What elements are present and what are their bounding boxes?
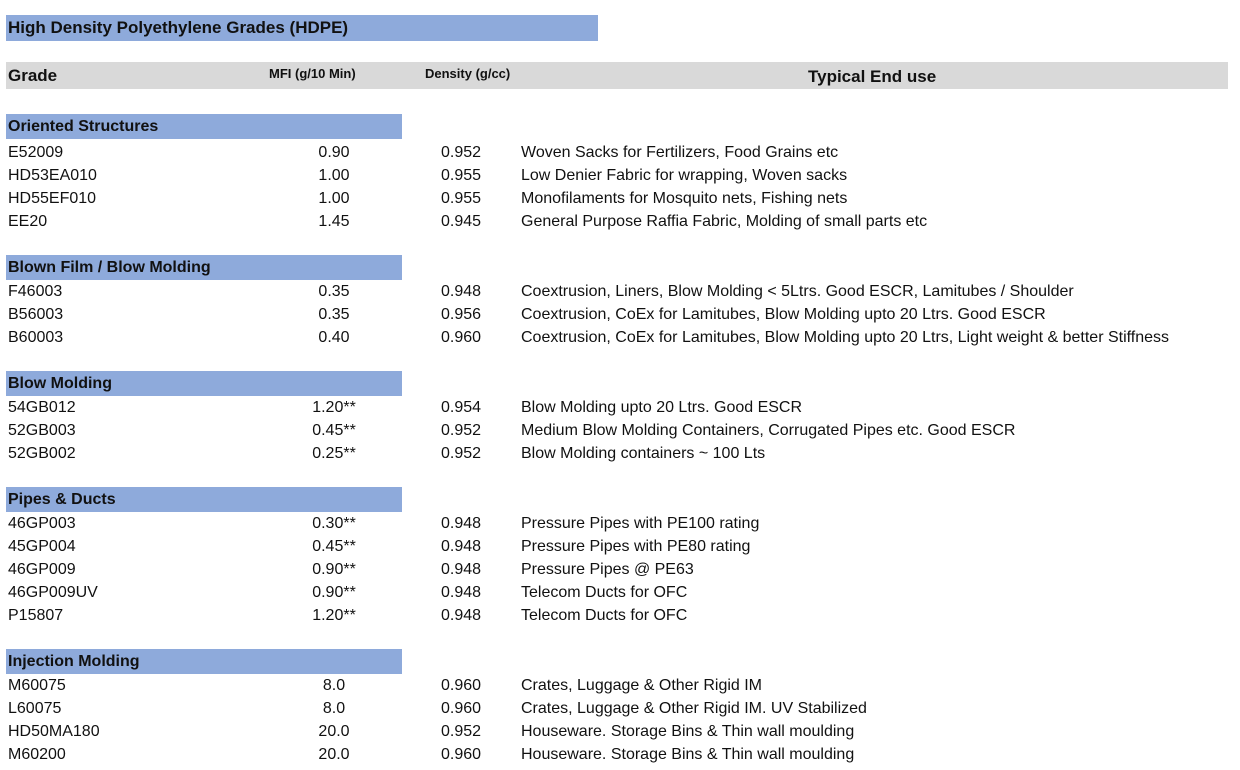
- table-row: [0, 396, 1240, 419]
- end-use-cell: Blow Molding containers ~ 100 Lts: [521, 445, 766, 462]
- table-row: [0, 442, 1240, 465]
- end-use-cell: Pressure Pipes with PE100 rating: [521, 515, 760, 532]
- header-typical-end-use: Typical End use: [808, 67, 937, 86]
- table-row: [0, 303, 1240, 326]
- table-row: [0, 210, 1240, 233]
- table-row: [0, 280, 1240, 303]
- grade-cell: HD50MA180: [8, 723, 100, 740]
- mfi-cell: 0.35: [318, 283, 350, 300]
- header-grade: Grade: [8, 66, 58, 85]
- density-cell: 0.952: [440, 144, 482, 161]
- mfi-cell: 0.35: [318, 306, 350, 323]
- grade-cell: 52GB002: [8, 445, 76, 462]
- mfi-cell: 0.25**: [312, 445, 356, 462]
- table-row: [0, 419, 1240, 442]
- mfi-cell: 8.0: [322, 677, 346, 694]
- grade-cell: 45GP004: [8, 538, 76, 555]
- grade-cell: M60075: [8, 677, 66, 694]
- mfi-cell: 0.90**: [312, 561, 356, 578]
- density-cell: 0.948: [440, 607, 482, 624]
- grade-cell: L60075: [8, 700, 62, 717]
- grade-cell: B60003: [8, 329, 64, 346]
- mfi-cell: 8.0: [322, 700, 346, 717]
- mfi-cell: 0.90: [318, 144, 350, 161]
- end-use-cell: Coextrusion, Liners, Blow Molding < 5Ltrs. Good ESCR, Lamitubes / Shoulder: [521, 283, 1074, 300]
- table-row: [0, 558, 1240, 581]
- section-header-blow-molding: Blow Molding: [6, 371, 402, 396]
- mfi-cell: 0.90**: [312, 584, 356, 601]
- density-cell: 0.960: [440, 329, 482, 346]
- density-cell: 0.955: [440, 167, 482, 184]
- end-use-cell: Low Denier Fabric for wrapping, Woven sacks: [521, 167, 848, 184]
- end-use-cell: Monofilaments for Mosquito nets, Fishing nets: [521, 190, 848, 207]
- end-use-cell: Pressure Pipes @ PE63: [521, 561, 694, 578]
- header-mfi: MFI (g/10 Min): [269, 66, 356, 81]
- end-use-cell: Medium Blow Molding Containers, Corrugated Pipes etc. Good ESCR: [521, 422, 1016, 439]
- table-row: [0, 581, 1240, 604]
- density-cell: 0.952: [440, 445, 482, 462]
- grade-cell: B56003: [8, 306, 64, 323]
- end-use-cell: Telecom Ducts for OFC: [521, 607, 688, 624]
- end-use-cell: Telecom Ducts for OFC: [521, 584, 688, 601]
- end-use-cell: Pressure Pipes with PE80 rating: [521, 538, 751, 555]
- page-title: High Density Polyethylene Grades (HDPE): [6, 15, 598, 41]
- table-row: [0, 326, 1240, 349]
- mfi-cell: 0.30**: [312, 515, 356, 532]
- mfi-cell: 1.45: [318, 213, 350, 230]
- mfi-cell: 20.0: [318, 723, 350, 740]
- mfi-cell: 1.20**: [312, 607, 356, 624]
- density-cell: 0.948: [440, 515, 482, 532]
- mfi-cell: 1.00: [318, 190, 350, 207]
- column-header-bar: [6, 62, 1228, 89]
- grade-cell: 54GB012: [8, 399, 76, 416]
- grade-cell: M60200: [8, 746, 66, 763]
- end-use-cell: Houseware. Storage Bins & Thin wall moulding: [521, 746, 855, 763]
- density-cell: 0.948: [440, 584, 482, 601]
- end-use-cell: General Purpose Raffia Fabric, Molding of small parts etc: [521, 213, 928, 230]
- density-cell: 0.956: [440, 306, 482, 323]
- grade-cell: 46GP009: [8, 561, 76, 578]
- density-cell: 0.960: [440, 677, 482, 694]
- end-use-cell: Blow Molding upto 20 Ltrs. Good ESCR: [521, 399, 803, 416]
- grade-cell: 46GP003: [8, 515, 76, 532]
- section-header-oriented-structures: Oriented Structures: [6, 114, 402, 139]
- end-use-cell: Houseware. Storage Bins & Thin wall moulding: [521, 723, 855, 740]
- end-use-cell: Coextrusion, CoEx for Lamitubes, Blow Molding upto 20 Ltrs. Good ESCR: [521, 306, 1046, 323]
- density-cell: 0.955: [440, 190, 482, 207]
- grade-cell: HD53EA010: [8, 167, 97, 184]
- grade-cell: 46GP009UV: [8, 584, 98, 601]
- density-cell: 0.948: [440, 283, 482, 300]
- table-row: [0, 187, 1240, 210]
- grade-cell: 52GB003: [8, 422, 76, 439]
- grade-cell: E52009: [8, 144, 64, 161]
- end-use-cell: Woven Sacks for Fertilizers, Food Grains etc: [521, 144, 839, 161]
- mfi-cell: 1.00: [318, 167, 350, 184]
- section-header-injection-molding: Injection Molding: [6, 649, 402, 674]
- grade-cell: EE20: [8, 213, 48, 230]
- table-row: [0, 674, 1240, 697]
- end-use-cell: Coextrusion, CoEx for Lamitubes, Blow Molding upto 20 Ltrs, Light weight & better Stiffness: [521, 329, 1170, 346]
- table-row: [0, 604, 1240, 627]
- density-cell: 0.954: [440, 399, 482, 416]
- section-header-blown-film-blow-molding: Blown Film / Blow Molding: [6, 255, 402, 280]
- table-row: [0, 535, 1240, 558]
- table-row: [0, 743, 1240, 766]
- mfi-cell: 0.45**: [312, 538, 356, 555]
- grade-cell: F46003: [8, 283, 63, 300]
- mfi-cell: 1.20**: [312, 399, 356, 416]
- table-row: [0, 697, 1240, 720]
- table-row: [0, 512, 1240, 535]
- end-use-cell: Crates, Luggage & Other Rigid IM. UV Stabilized: [521, 700, 867, 717]
- mfi-cell: 0.45**: [312, 422, 356, 439]
- mfi-cell: 0.40: [318, 329, 350, 346]
- end-use-cell: Crates, Luggage & Other Rigid IM: [521, 677, 763, 694]
- density-cell: 0.948: [440, 561, 482, 578]
- mfi-cell: 20.0: [318, 746, 350, 763]
- density-cell: 0.945: [440, 213, 482, 230]
- table-row: [0, 164, 1240, 187]
- header-density: Density (g/cc): [425, 66, 511, 81]
- table-row: [0, 141, 1240, 164]
- density-cell: 0.952: [440, 422, 482, 439]
- density-cell: 0.960: [440, 746, 482, 763]
- section-header-pipes-ducts: Pipes & Ducts: [6, 487, 402, 512]
- grade-cell: HD55EF010: [8, 190, 97, 207]
- grade-cell: P15807: [8, 607, 64, 624]
- density-cell: 0.960: [440, 700, 482, 717]
- density-cell: 0.952: [440, 723, 482, 740]
- table-row: [0, 720, 1240, 743]
- density-cell: 0.948: [440, 538, 482, 555]
